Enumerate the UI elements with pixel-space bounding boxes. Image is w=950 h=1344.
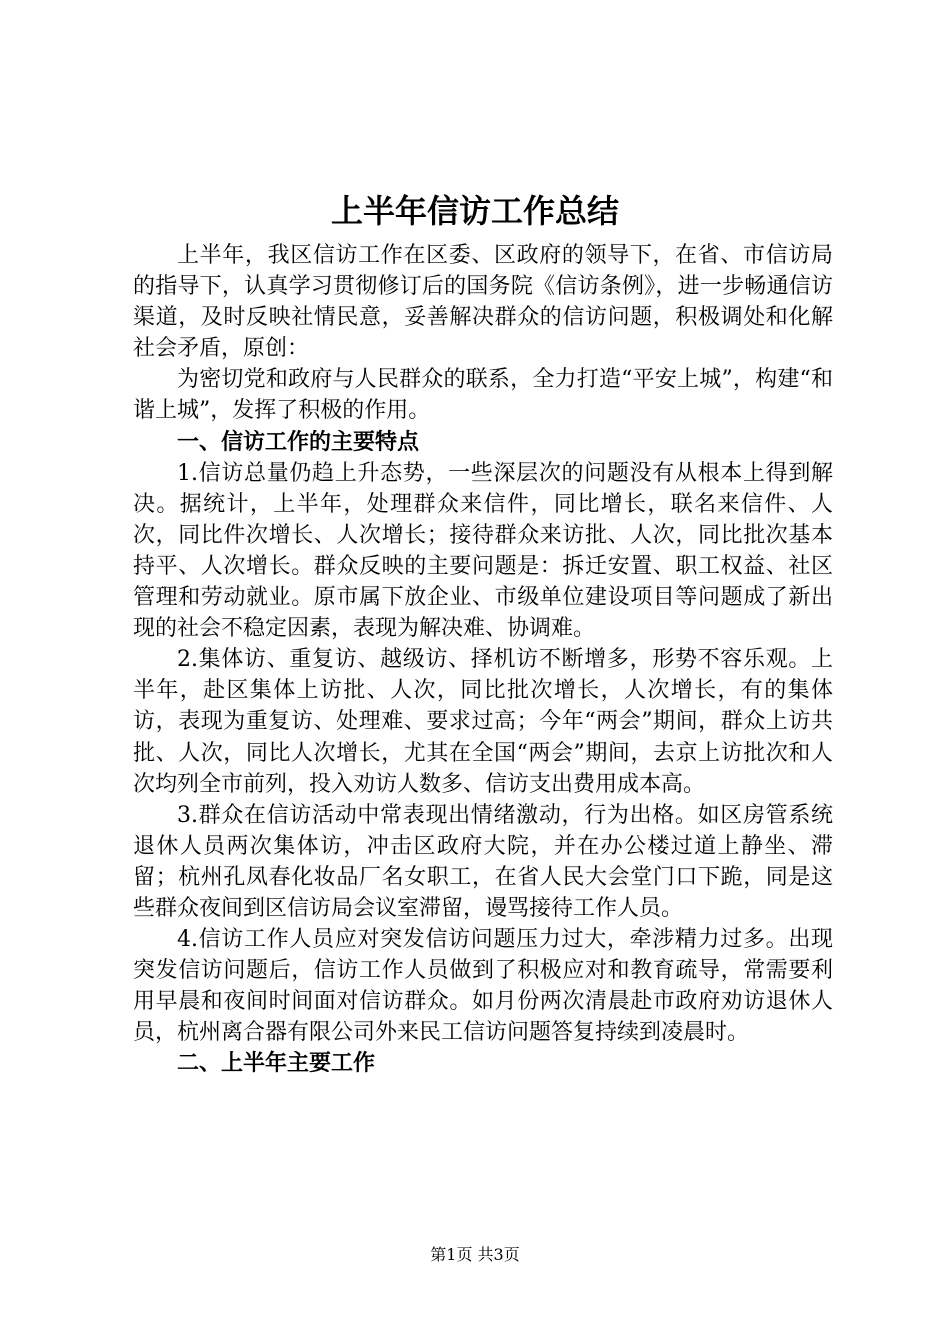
paragraph: 为密切党和政府与人民群众的联系，全力打造“平安上城”，构建“和谐上城”，发挥了积极的作用。	[133, 367, 833, 424]
paragraph: 4.信访工作人员应对突发信访问题压力过大，牵涉精力过多。出现突发信访问题后，信访工作人员做到了积极应对和教育疏导，常需要利用早晨和夜间时间面对信访群众。如月份两次清晨赴市政府劝访退休人员，杭州离合器有限公司外来民工信访问题答复持续到凌晨时。	[133, 927, 833, 1046]
page-footer: 第1页 共3页	[430, 1245, 520, 1264]
document-body	[133, 240, 833, 1080]
paragraph: 3.群众在信访活动中常表现出情绪激动，行为出格。如区房管系统退休人员两次集体访，冲击区政府大院，并在办公楼过道上静坐、滞留；杭州孔凤春化妆品厂名女职工，在省人民大会堂门口下跪，同是这些群众夜间到区信访局会议室滞留，谩骂接待工作人员。	[133, 802, 833, 921]
document-title: 上半年信访工作总结	[330, 192, 619, 230]
section-heading: 一、信访工作的主要特点	[177, 429, 420, 455]
paragraph: 1.信访总量仍趋上升态势，一些深层次的问题没有从根本上得到解决。据统计，上半年，处理群众来信件，同比增长，联名来信件、人次，同比件次增长、人次增长；接待群众来访批、人次，同比批次基本持平、人次增长。群众反映的主要问题是：拆迁安置、职工权益、社区管理和劳动就业。原市属下放企业、市级单位建设项目等问题成了新出现的社会不稳定因素，表现为解决难、协调难。	[133, 460, 833, 642]
paragraph: 上半年，我区信访工作在区委、区政府的领导下，在省、市信访局的指导下，认真学习贯彻修订后的国务院《信访条例》，进一步畅通信访渠道，及时反映社情民意，妥善解决群众的信访问题，积极调处和化解社会矛盾，原创：	[133, 243, 833, 362]
section-heading: 二、上半年主要工作	[177, 1051, 376, 1077]
paragraph: 2.集体访、重复访、越级访、择机访不断增多，形势不容乐观。上半年，赴区集体上访批、人次，同比批次增长，人次增长，有的集体访，表现为重复访、处理难、要求过高；今年“两会”期间，群众上访共批、人次，同比人次增长，尤其在全国“两会”期间，去京上访批次和人次均列全市前列，投入劝访人数多、信访支出费用成本高。	[133, 647, 833, 797]
